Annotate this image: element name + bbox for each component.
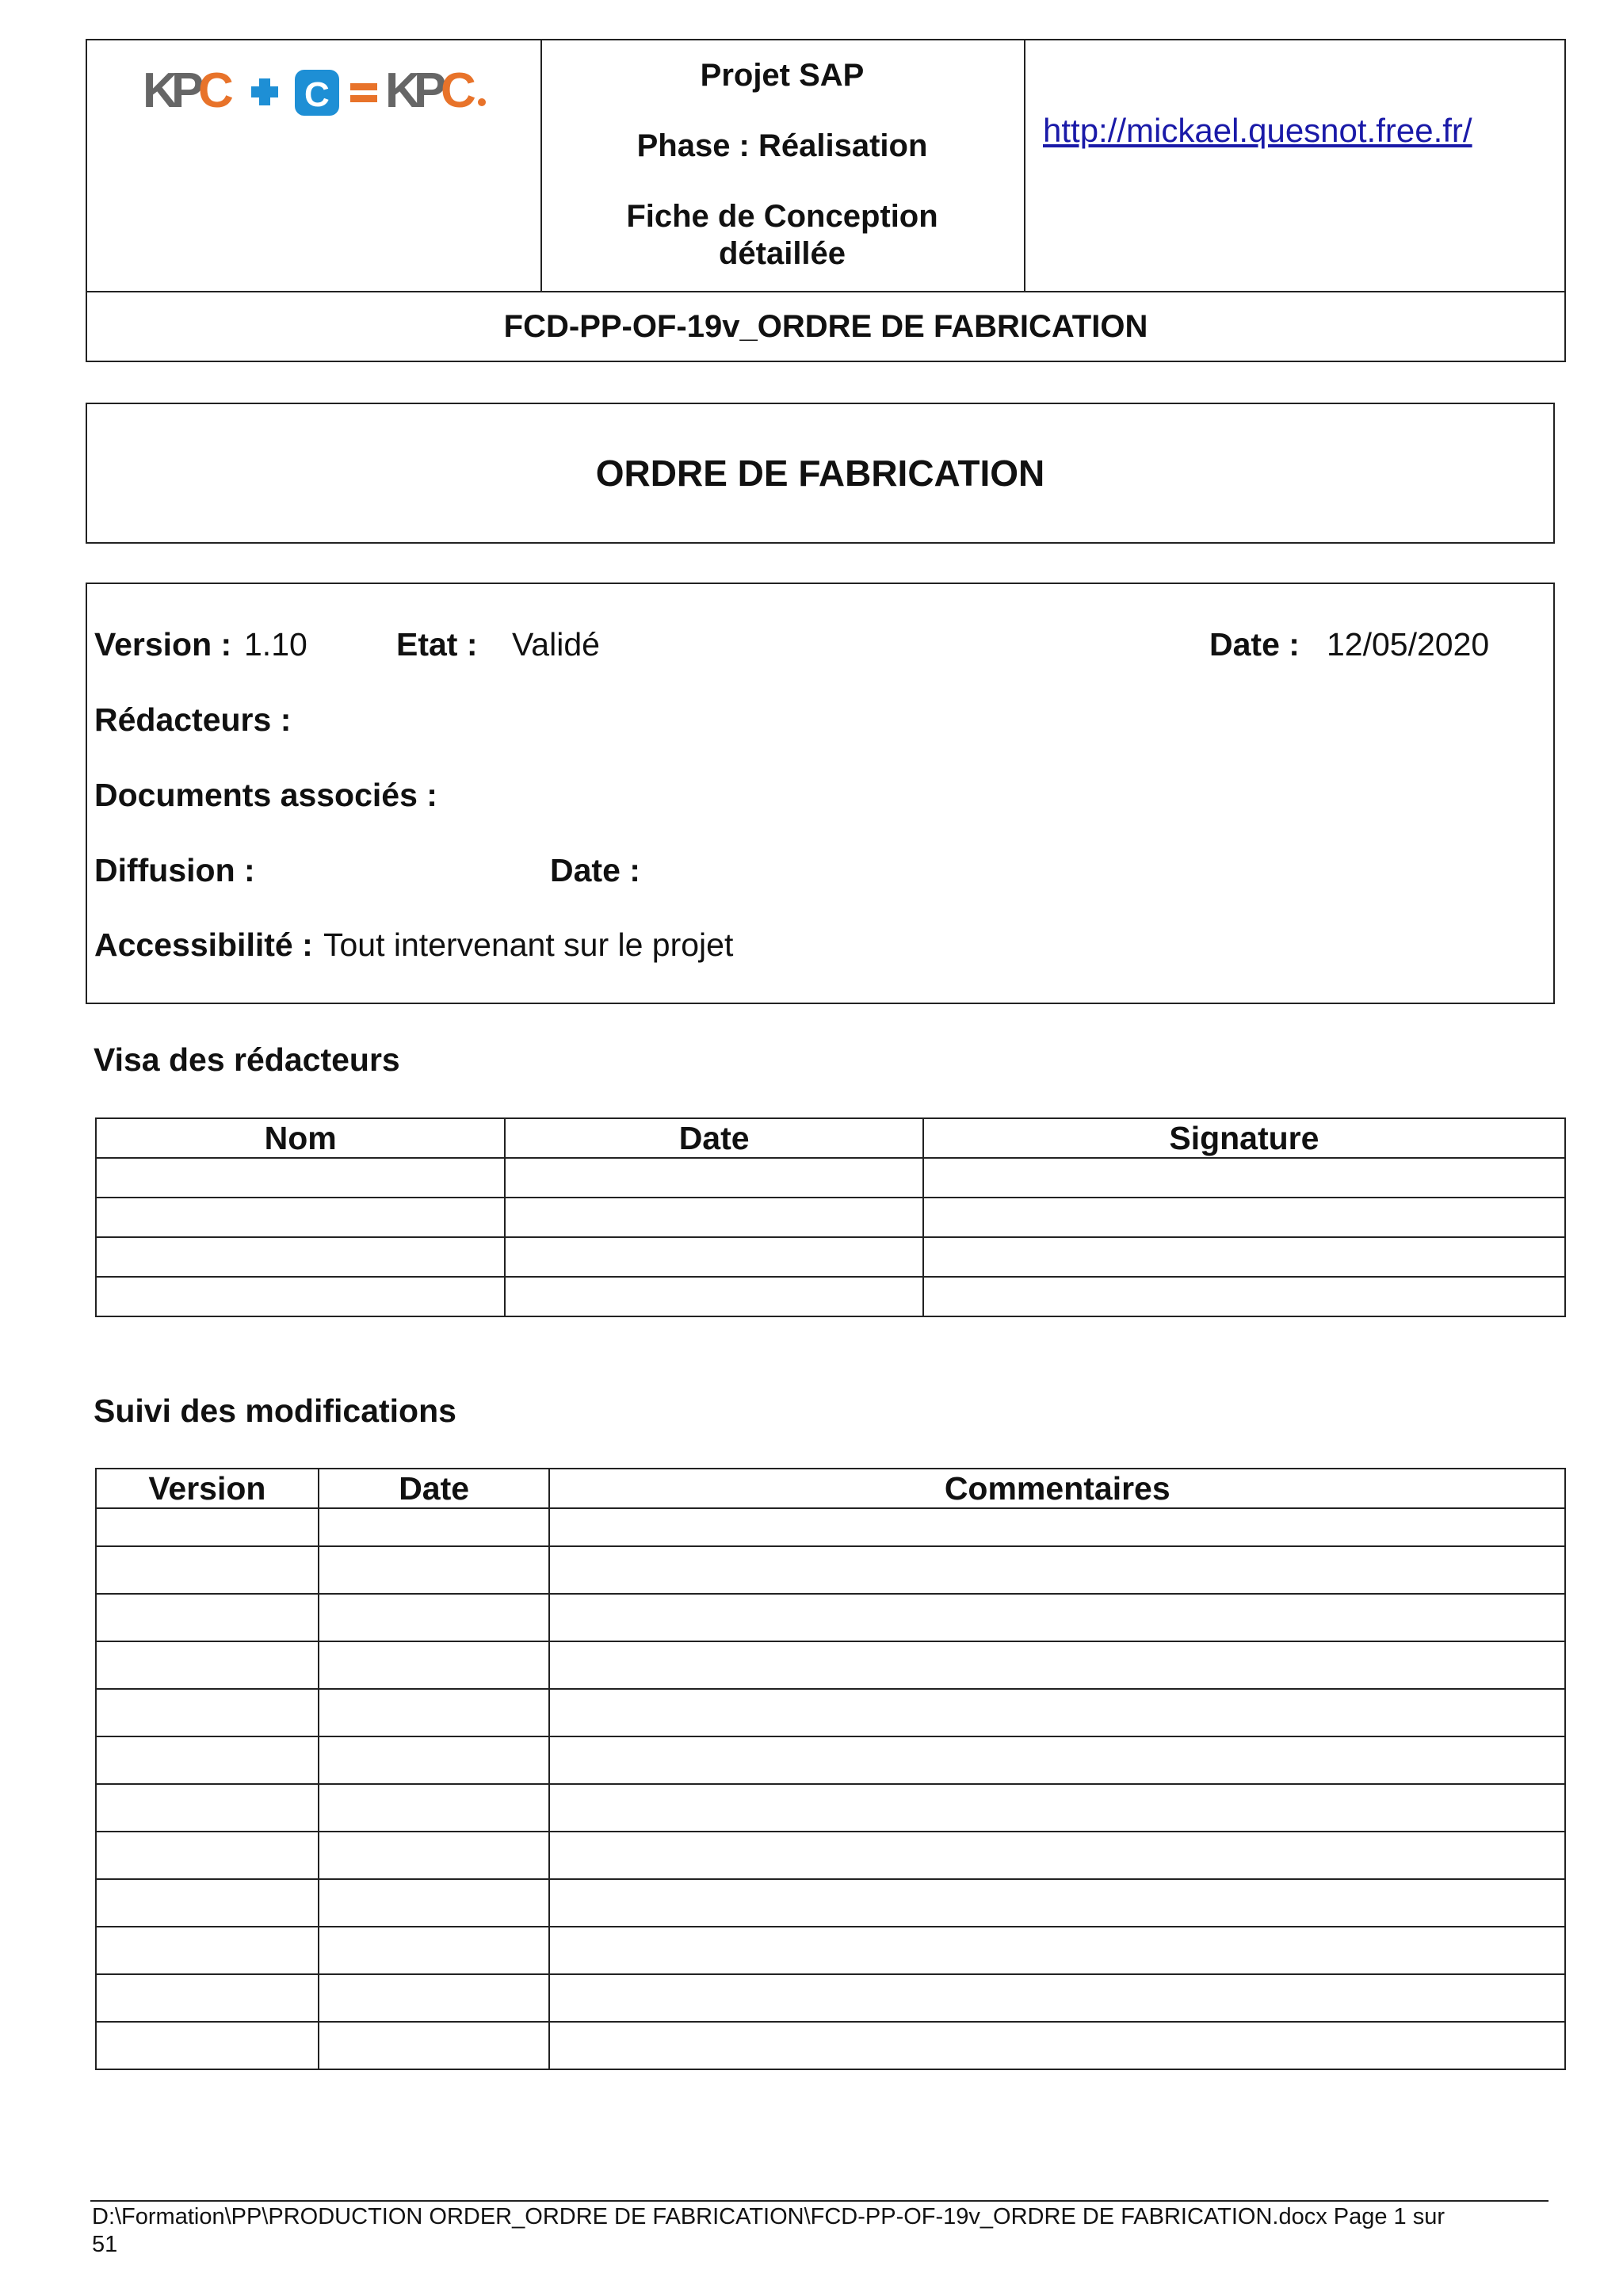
column-header-nom: Nom: [96, 1118, 505, 1158]
table-cell: [549, 1927, 1565, 1974]
table-cell: [549, 1689, 1565, 1736]
table-cell: [505, 1158, 922, 1198]
footer-divider: [90, 2200, 1549, 2202]
author-website-link[interactable]: http://mickael.quesnot.free.fr/: [1043, 112, 1472, 149]
table-cell: [96, 1277, 505, 1316]
table-row: [96, 2022, 1565, 2069]
table-cell: [96, 2022, 319, 2069]
table-header-row: [96, 1469, 1565, 1508]
table-cell: [319, 1641, 550, 1689]
visa-table: [95, 1117, 1566, 1317]
table-cell: [96, 1237, 505, 1277]
table-cell: [96, 1927, 319, 1974]
table-row: [96, 1158, 1565, 1198]
table-cell: [319, 1879, 550, 1927]
table-cell: [319, 1927, 550, 1974]
suivi-section-title: Suivi des modifications: [94, 1392, 456, 1429]
diffusion-label: Diffusion :: [94, 852, 255, 888]
footer-page-total: 51: [92, 2232, 118, 2257]
table-cell: [505, 1237, 922, 1277]
document-info-box: [86, 583, 1555, 1004]
table-cell: [96, 1879, 319, 1927]
header-logo-cell: [87, 40, 542, 291]
table-cell: [96, 1158, 505, 1198]
table-cell: [319, 1974, 550, 2022]
footer-path: D:\Formation\PP\PRODUCTION ORDER_ORDRE DE FABRICATION\FCD-PP-OF-19v_ORDRE DE FABRICATION.docx Page 1 sur: [92, 2204, 1445, 2229]
table-row: [96, 1974, 1565, 2022]
table-cell: [549, 2022, 1565, 2069]
column-header-date: Date: [505, 1118, 922, 1158]
table-row: [96, 1736, 1565, 1784]
table-cell: [319, 2022, 550, 2069]
table-cell: [549, 1832, 1565, 1879]
table-cell: [319, 1546, 550, 1594]
table-cell: [319, 1594, 550, 1641]
column-header-signature: Signature: [923, 1118, 1565, 1158]
accessibilite-label: Accessibilité :: [94, 926, 313, 963]
table-cell: [96, 1198, 505, 1237]
date-value: 12/05/2020: [1327, 626, 1490, 663]
table-cell: [319, 1736, 550, 1784]
table-cell: [923, 1237, 1565, 1277]
svg-text:C: C: [304, 75, 330, 114]
svg-text:C: C: [198, 63, 234, 118]
etat-value: Validé: [512, 626, 600, 663]
svg-text:P: P: [414, 63, 442, 118]
header-project-cell: [542, 40, 1025, 291]
page-footer: [92, 2203, 1550, 2259]
table-row: [96, 1927, 1565, 1974]
redacteurs-label: Rédacteurs :: [94, 701, 292, 738]
table-cell: [96, 1641, 319, 1689]
company-logo-icon: [143, 58, 491, 121]
table-row: [96, 1277, 1565, 1316]
table-cell: [96, 1974, 319, 2022]
table-cell: [96, 1546, 319, 1594]
column-header-version: Version: [96, 1469, 319, 1508]
table-cell: [319, 1689, 550, 1736]
table-row: [96, 1784, 1565, 1832]
diffusion-date-label: Date :: [550, 852, 640, 888]
table-row: [96, 1546, 1565, 1594]
accessibilite-value: Tout intervenant sur le projet: [323, 926, 734, 963]
table-row: [96, 1641, 1565, 1689]
date-label: Date :: [1209, 626, 1300, 663]
header-link-cell: [1025, 40, 1564, 291]
table-cell: [923, 1198, 1565, 1237]
table-cell: [549, 1784, 1565, 1832]
version-value: 1.10: [244, 626, 307, 663]
version-label: Version :: [94, 626, 232, 663]
document-title: ORDRE DE FABRICATION: [86, 403, 1555, 544]
table-cell: [549, 1594, 1565, 1641]
table-cell: [319, 1508, 550, 1546]
table-cell: [549, 1508, 1565, 1546]
column-header-date: Date: [319, 1469, 550, 1508]
table-cell: [505, 1277, 922, 1316]
etat-label: Etat :: [396, 626, 478, 663]
doc-type-line1: Fiche de Conception: [626, 199, 938, 234]
table-row: [96, 1689, 1565, 1736]
table-cell: [923, 1277, 1565, 1316]
svg-text:C: C: [441, 63, 476, 118]
table-row: [96, 1198, 1565, 1237]
table-cell: [549, 1879, 1565, 1927]
doc-type-line2: détaillée: [718, 236, 846, 271]
table-row: [96, 1879, 1565, 1927]
svg-text:K: K: [143, 63, 174, 118]
documents-associes-label: Documents associés :: [94, 777, 437, 813]
document-reference: FCD-PP-OF-19v_ORDRE DE FABRICATION: [87, 291, 1564, 361]
table-cell: [96, 1784, 319, 1832]
table-cell: [549, 1974, 1565, 2022]
table-cell: [923, 1158, 1565, 1198]
table-row: [96, 1508, 1565, 1546]
table-cell: [96, 1508, 319, 1546]
table-header-row: [96, 1118, 1565, 1158]
table-cell: [549, 1641, 1565, 1689]
table-cell: [96, 1736, 319, 1784]
table-row: [96, 1832, 1565, 1879]
document-header: [86, 39, 1566, 362]
project-name: Projet SAP: [700, 58, 865, 93]
suivi-table: [95, 1468, 1566, 2070]
table-cell: [549, 1736, 1565, 1784]
svg-text:P: P: [171, 63, 200, 118]
project-phase: Phase : Réalisation: [636, 128, 928, 163]
table-cell: [96, 1689, 319, 1736]
column-header-commentaires: Commentaires: [549, 1469, 1565, 1508]
table-cell: [505, 1198, 922, 1237]
table-cell: [549, 1546, 1565, 1594]
table-cell: [319, 1832, 550, 1879]
table-cell: [319, 1784, 550, 1832]
table-row: [96, 1594, 1565, 1641]
table-cell: [96, 1594, 319, 1641]
visa-section-title: Visa des rédacteurs: [94, 1041, 400, 1078]
svg-text:K: K: [385, 63, 416, 118]
table-cell: [96, 1832, 319, 1879]
table-row: [96, 1237, 1565, 1277]
